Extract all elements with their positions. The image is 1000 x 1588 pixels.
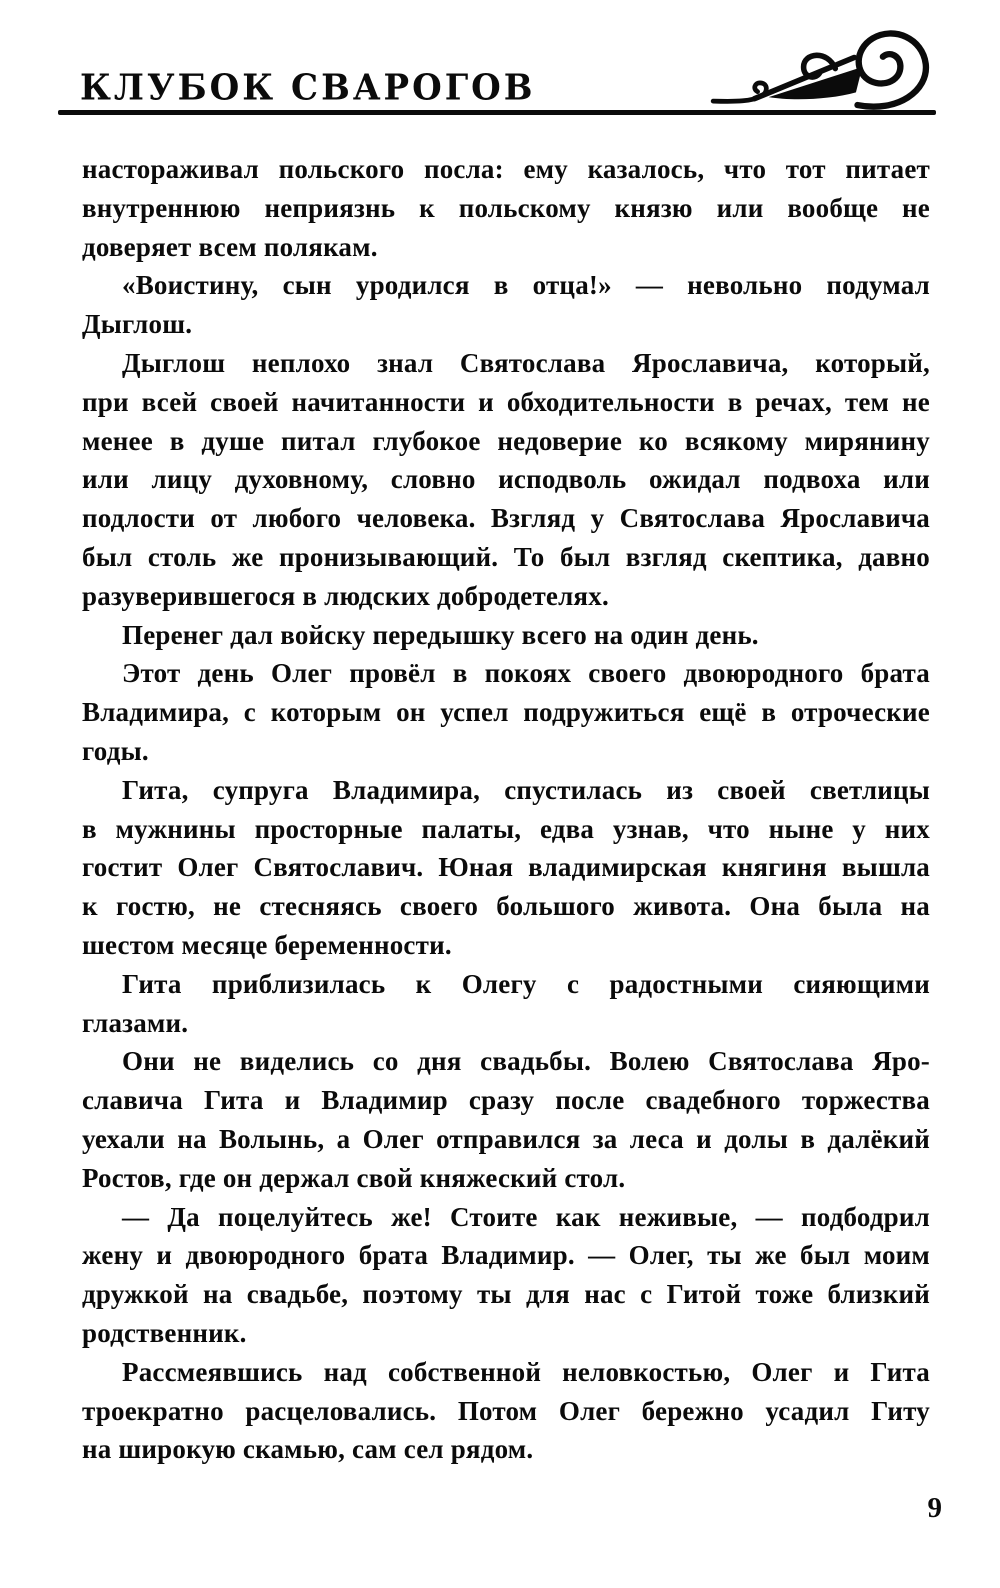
text-line: уехали на Волынь, а Олег отправился за леса и долы в далёкий: [82, 1123, 930, 1154]
text-line: годы.: [82, 735, 149, 766]
text-line: глазами.: [82, 1007, 189, 1038]
text-line: родственник.: [82, 1317, 247, 1348]
text-line: при всей своей начитанности и обходительности в речах, тем не: [82, 386, 930, 417]
text-line: на широкую скамью, сам сел рядом.: [82, 1434, 534, 1465]
text-line: подлости от любого человека. Взгляд у Святослава Ярославича: [82, 503, 930, 534]
text-line: шестом месяце беременности.: [82, 929, 452, 960]
text-line: внутреннюю неприязнь к польскому князю или вообще не: [82, 192, 930, 223]
text-line: славича Гита и Владимир сразу после свадебного торжества: [82, 1085, 930, 1116]
text-line: в мужнины просторные палаты, едва узнав, что ныне у них: [82, 813, 930, 844]
text-line: дружкой на свадьбе, поэтому ты для нас с Гитой тоже близкий: [82, 1279, 930, 1310]
text-line: Гита приблизилась к Олегу с радостными сияющими: [122, 968, 930, 999]
text-line: «Воистину, сын уродился в отца!» — невольно подумал: [122, 270, 930, 301]
running-head-title: КЛУБОК СВАРОГОВ: [80, 67, 536, 109]
text-line: настораживал польского посла: ему казалось, что тот питает: [82, 154, 930, 184]
text-line: Перенег дал войску передышку всего на один день.: [122, 619, 759, 650]
text-line: Рассмеявшись над собственной неловкостью, Олег и Гита: [122, 1356, 930, 1387]
text-line: жену и двоюродного брата Владимир. — Олег, ты же был моим: [82, 1240, 930, 1271]
text-line: был столь же пронизывающий. То был взгляд скептика, давно: [82, 541, 930, 572]
text-line: — Да поцелуйтесь же! Стоите как неживые, — подбодрил: [122, 1201, 930, 1232]
text-line: к гостю, не стесняясь своего большого живота. Она была на: [82, 891, 930, 922]
text-line: Они не виделись со дня свадьбы. Волею Святослава Яро-: [122, 1046, 930, 1077]
text-line: Дыглош неплохо знал Святослава Ярославича, который,: [122, 347, 930, 378]
text-line: или лицу духовному, словно исподволь ожидал подвоха или: [82, 464, 930, 495]
text-line: Ростов, где он держал свой княжеский стол.: [82, 1162, 626, 1193]
text-line: доверяет всем полякам.: [82, 231, 378, 262]
page-number: 9: [927, 1492, 942, 1524]
text-line: менее в душе питал глубокое недоверие ко всякому мирянину: [82, 425, 930, 456]
text-line: разуверившегося в людских добродетелях.: [82, 580, 609, 611]
text-line: Владимира, с которым он успел подружиться ещё в отроческие: [82, 697, 930, 728]
text-block: [82, 150, 930, 1469]
text-line: Дыглош.: [82, 309, 193, 340]
text-line: Гита, супруга Владимира, спустилась из своей светлицы: [122, 774, 930, 805]
text-line: гостит Олег Святославич. Юная владимирская княгиня вышла: [82, 852, 930, 883]
text-line: троекратно расцеловались. Потом Олег бережно усадил Гиту: [82, 1395, 930, 1426]
scroll-flourish-icon: [710, 18, 940, 116]
text-line: Этот день Олег провёл в покоях своего двоюродного брата: [122, 658, 930, 689]
header-rule: [58, 110, 936, 115]
